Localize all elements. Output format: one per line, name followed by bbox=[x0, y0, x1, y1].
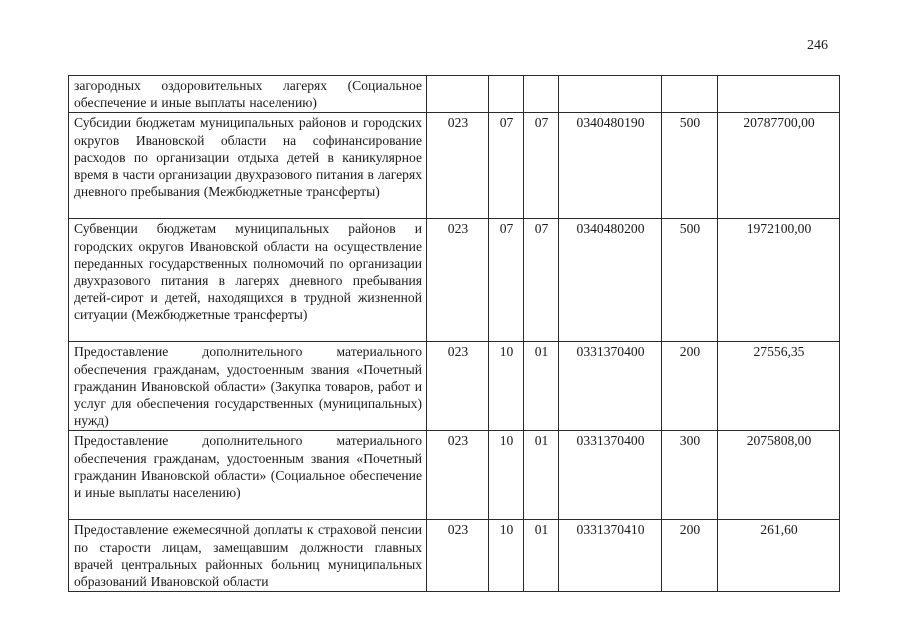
budget-table bbox=[68, 75, 840, 592]
page-number: 246 bbox=[807, 38, 828, 53]
row-expense-type-code: 300 bbox=[662, 431, 718, 520]
row-target-item-code bbox=[559, 76, 662, 113]
row-grbs-code: 023 bbox=[427, 219, 489, 342]
row-description: загородных оздоровительных лагерях (Социальное обеспечение и иные выплаты населению) bbox=[69, 76, 427, 113]
row-section-code: 10 bbox=[489, 342, 524, 431]
row-grbs-code: 023 bbox=[427, 113, 489, 219]
row-section-code: 10 bbox=[489, 431, 524, 520]
row-target-item-code: 0340480200 bbox=[559, 219, 662, 342]
row-section-code: 07 bbox=[489, 219, 524, 342]
row-amount: 261,60 bbox=[718, 520, 840, 592]
table-row bbox=[69, 76, 840, 113]
row-description: Предоставление ежемесячной доплаты к страховой пенсии по старости лицам, замещавшим должности главных врачей центральных районных больниц муниципальных образований Ивановской области bbox=[69, 520, 427, 592]
row-description: Субсидии бюджетам муниципальных районов и городских округов Ивановской области на софинансирование расходов по организации отдыха детей в каникулярное время в части организации двухразового питания в лагерях дневного пребывания (Межбюджетные трансферты) bbox=[69, 113, 427, 219]
row-amount: 20787700,00 bbox=[718, 113, 840, 219]
row-subsection-code: 07 bbox=[524, 219, 559, 342]
row-subsection-code: 01 bbox=[524, 520, 559, 592]
table-row bbox=[69, 113, 840, 219]
row-grbs-code: 023 bbox=[427, 520, 489, 592]
row-expense-type-code bbox=[662, 76, 718, 113]
row-expense-type-code: 200 bbox=[662, 342, 718, 431]
row-grbs-code bbox=[427, 76, 489, 113]
row-target-item-code: 0331370410 bbox=[559, 520, 662, 592]
row-description: Предоставление дополнительного материального обеспечения гражданам, удостоенным звания «Почетный гражданин Ивановской области» (Закупка товаров, работ и услуг для обеспечения государственных (муниципальных) нужд) bbox=[69, 342, 427, 431]
table-row bbox=[69, 431, 840, 520]
row-section-code: 07 bbox=[489, 113, 524, 219]
row-subsection-code bbox=[524, 76, 559, 113]
table-row bbox=[69, 219, 840, 342]
row-amount: 1972100,00 bbox=[718, 219, 840, 342]
row-grbs-code: 023 bbox=[427, 342, 489, 431]
table-row bbox=[69, 342, 840, 431]
row-expense-type-code: 200 bbox=[662, 520, 718, 592]
row-subsection-code: 01 bbox=[524, 431, 559, 520]
row-amount: 27556,35 bbox=[718, 342, 840, 431]
row-target-item-code: 0340480190 bbox=[559, 113, 662, 219]
row-amount: 2075808,00 bbox=[718, 431, 840, 520]
row-section-code bbox=[489, 76, 524, 113]
row-section-code: 10 bbox=[489, 520, 524, 592]
row-grbs-code: 023 bbox=[427, 431, 489, 520]
row-target-item-code: 0331370400 bbox=[559, 342, 662, 431]
row-expense-type-code: 500 bbox=[662, 219, 718, 342]
row-description: Предоставление дополнительного материального обеспечения гражданам, удостоенным звания «Почетный гражданин Ивановской области» (Социальное обеспечение и иные выплаты населению) bbox=[69, 431, 427, 520]
row-amount bbox=[718, 76, 840, 113]
row-target-item-code: 0331370400 bbox=[559, 431, 662, 520]
row-subsection-code: 01 bbox=[524, 342, 559, 431]
table-row bbox=[69, 520, 840, 592]
row-description: Субвенции бюджетам муниципальных районов и городских округов Ивановской области на осуществление переданных государственных полномочий по организации двухразового питания в лагерях дневного пребывания детей-сирот и детей, находящихся в трудной жизненной ситуации (Межбюджетные трансферты) bbox=[69, 219, 427, 342]
row-expense-type-code: 500 bbox=[662, 113, 718, 219]
row-subsection-code: 07 bbox=[524, 113, 559, 219]
